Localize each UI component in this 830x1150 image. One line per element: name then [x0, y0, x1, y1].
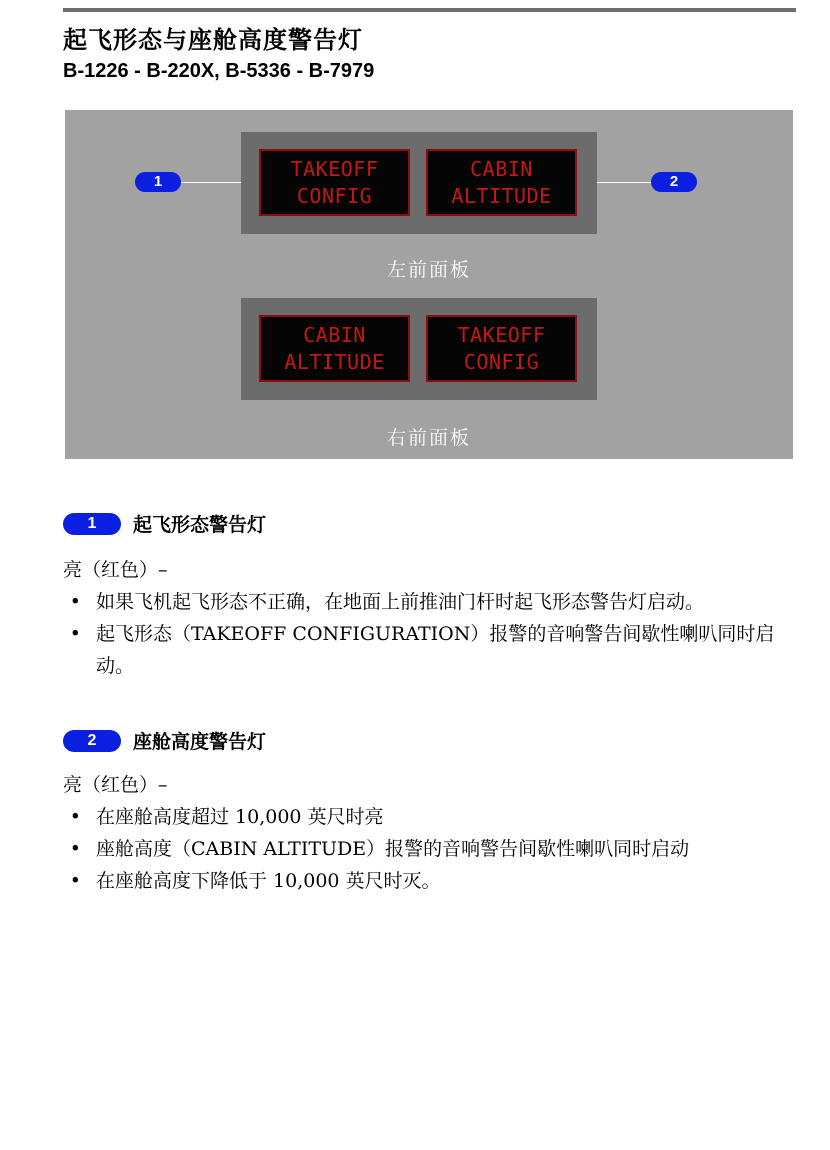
section-2-heading	[63, 727, 266, 754]
bullet-item: • 在座舱高度下降低于 10,000 英尺时灭。	[72, 865, 802, 897]
light-line: ALTITUDE	[284, 349, 385, 374]
left-forward-panel	[241, 132, 597, 234]
section-1-bullets	[72, 586, 802, 682]
callout-2: 2	[651, 172, 697, 192]
light-line: CONFIG	[463, 349, 540, 374]
bullet-item: • 座舱高度（CABIN ALTITUDE）报警的音响警告间歇性喇叭同时启动	[72, 833, 802, 865]
light-line: CABIN	[303, 322, 366, 347]
bullet-item: • 在座舱高度超过 10,000 英尺时亮	[72, 801, 802, 833]
section-2-title: 座舱高度警告灯	[133, 731, 267, 753]
page-subtitle: B-1226 - B-220X, B-5336 - B-7979	[63, 60, 375, 82]
leader-line-2	[591, 182, 651, 183]
right-panel-label: 右前面板	[386, 427, 471, 449]
light-line: TAKEOFF	[457, 322, 546, 347]
light-line: CONFIG	[296, 183, 373, 208]
cabin-altitude-light-right	[259, 315, 410, 382]
light-line: ALTITUDE	[451, 183, 552, 208]
section-2-bullets	[72, 801, 802, 897]
section-1-heading	[63, 510, 266, 537]
section-1-badge: 1	[63, 513, 121, 535]
left-panel-label: 左前面板	[386, 259, 471, 281]
cabin-altitude-light-left	[426, 149, 577, 216]
bullet-item: • 起飞形态（TAKEOFF CONFIGURATION）报警的音响警告间歇性喇叭同时启动。	[72, 618, 802, 682]
section-1-state: 亮（红色）–	[63, 559, 168, 581]
takeoff-config-light-left	[259, 149, 410, 216]
section-1-title: 起飞形态警告灯	[133, 514, 267, 536]
takeoff-config-light-right	[426, 315, 577, 382]
top-rule	[63, 8, 796, 12]
page-title: 起飞形态与座舱高度警告灯	[63, 25, 363, 54]
section-2-badge: 2	[63, 730, 121, 752]
section-2-state: 亮（红色）–	[63, 774, 168, 796]
right-forward-panel	[241, 298, 597, 400]
light-line: TAKEOFF	[290, 156, 379, 181]
light-line: CABIN	[470, 156, 533, 181]
panel-figure	[65, 110, 793, 459]
bullet-item: • 如果飞机起飞形态不正确，在地面上前推油门杆时起飞形态警告灯启动。	[72, 586, 802, 618]
leader-line-1	[181, 182, 249, 183]
callout-1: 1	[135, 172, 181, 192]
